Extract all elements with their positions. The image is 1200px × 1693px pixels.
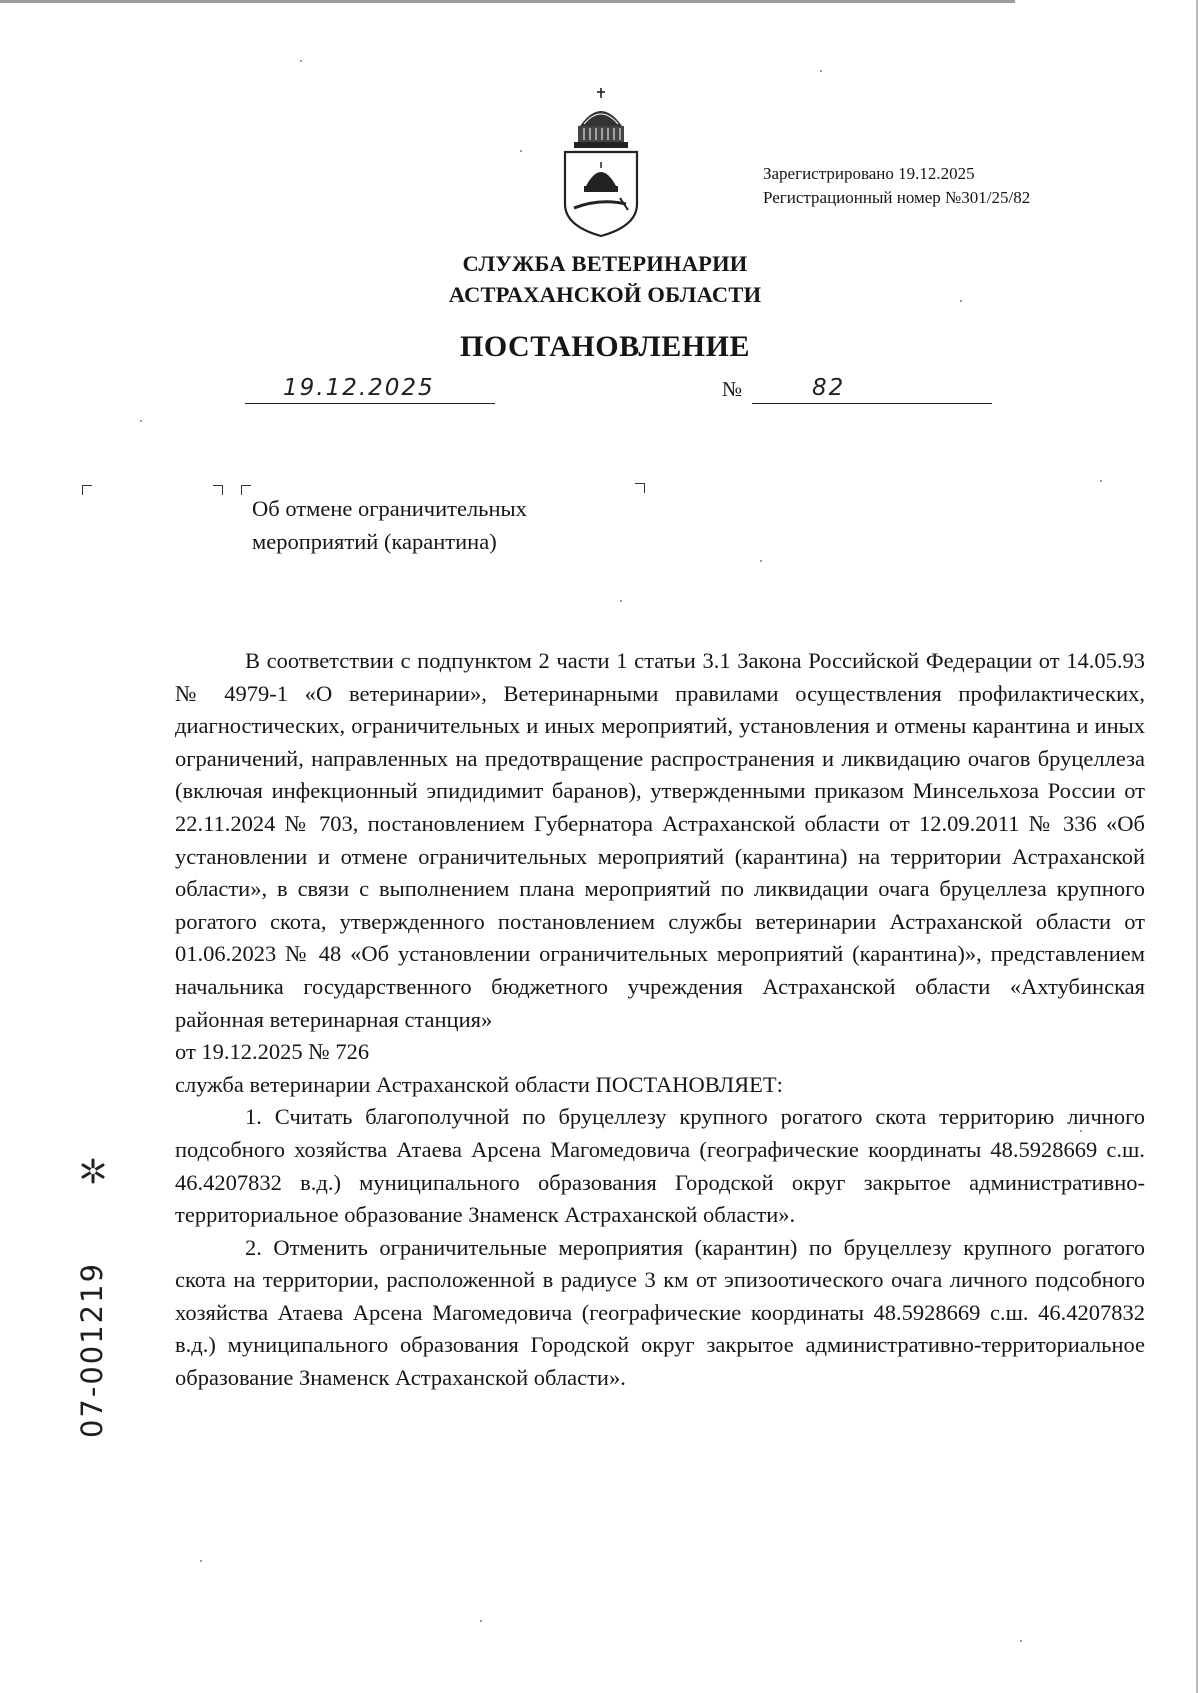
registration-note bbox=[763, 162, 1030, 210]
asterisk-mark-icon bbox=[80, 1158, 106, 1184]
document-type: ПОСТАНОВЛЕНИЕ bbox=[460, 330, 750, 363]
coat-of-arms-icon bbox=[560, 86, 642, 238]
corner-mark bbox=[241, 485, 251, 495]
margin-stamp-number: 07-001219 bbox=[75, 1261, 109, 1439]
corner-mark bbox=[82, 485, 92, 495]
subject-line-2: мероприятий (карантина) bbox=[252, 529, 497, 554]
registration-number: Регистрационный номер №301/25/82 bbox=[763, 188, 1031, 207]
scan-speck bbox=[1100, 480, 1102, 482]
resolves-line: служба ветеринарии Астраханской области ПОСТАНОВЛЯЕТ: bbox=[175, 1071, 783, 1097]
corner-mark bbox=[213, 485, 223, 495]
scan-speck bbox=[820, 70, 822, 72]
scan-top-edge bbox=[0, 0, 1015, 3]
number-field bbox=[752, 375, 992, 404]
preamble-end: от 19.12.2025 № 726 bbox=[175, 1039, 370, 1065]
scan-speck bbox=[140, 420, 142, 422]
subject-line-1: Об отмене ограничительных bbox=[252, 496, 527, 521]
organization-line-2: АСТРАХАНСКОЙ ОБЛАСТИ bbox=[448, 282, 762, 307]
date-field bbox=[245, 375, 495, 404]
registration-date: Зарегистрировано 19.12.2025 bbox=[763, 164, 975, 183]
scan-speck bbox=[480, 1620, 482, 1622]
scan-right-edge bbox=[1196, 0, 1198, 1693]
margin-stamp bbox=[72, 1250, 112, 1450]
document-body bbox=[175, 645, 1145, 1395]
scan-speck bbox=[620, 600, 622, 602]
number-label: № bbox=[722, 377, 743, 401]
document-subject bbox=[252, 492, 527, 558]
handwritten-number: 82 bbox=[812, 375, 846, 401]
scan-speck bbox=[960, 300, 962, 302]
scan-speck bbox=[200, 1560, 202, 1562]
scan-speck bbox=[520, 150, 522, 152]
scan-speck bbox=[1020, 1640, 1022, 1642]
scan-speck bbox=[1080, 1130, 1082, 1132]
scan-speck bbox=[760, 560, 762, 562]
handwritten-date: 19.12.2025 bbox=[283, 375, 435, 401]
preamble-paragraph: В соответствии с подпунктом 2 части 1 статьи 3.1 Закона Российской Федерации от 14.05.93 № 4979-1 «О ветеринарии», Ветеринарными правилами осуществления профилактических, диагностических, ограничительных и иных мероприятий, установления и отмены карантина и иных ограничений, направленных на предотвращение распространения и ликвидацию очагов бруцеллеза (включая инфекционный эпидидимит баранов), утвержденными приказом Минсельхоза России от 22.11.2024 № 703, постановлением Губернатора Астраханской области от 12.09.2011 № 336 «Об установлении и отмене ограничительных мероприятий (карантина) на территории Астраханской области», в связи с выполнением плана мероприятий по ликвидации очага бруцеллеза крупного рогатого скота, утвержденного постановлением службы ветеринарии Астраханской области от 01.06.2023 № 48 «Об установлении ограничительных мероприятий (карантина)», представлением начальника государственного бюджетного учреждения Астраханской области «Ахтубинская районная ветеринарная станция» bbox=[175, 648, 1145, 1032]
corner-mark bbox=[635, 483, 645, 493]
scan-speck bbox=[300, 60, 302, 62]
organization-line-1: СЛУЖБА ВЕТЕРИНАРИИ bbox=[462, 251, 748, 276]
organization-name bbox=[380, 248, 830, 310]
item-1-paragraph: 1. Считать благополучной по бруцеллезу крупного рогатого скота территорию личного подсобного хозяйства Атаева Арсена Магомедовича (географические координаты 48.5928669 с.ш. 46.4207832 в.д.) муниципального образования Городской округ закрытое административно-территориальное образование Знаменск Астраханской области». bbox=[175, 1104, 1145, 1228]
item-2-paragraph: 2. Отменить ограничительные мероприятия (карантин) по бруцеллезу крупного рогатого скота на территории, расположенной в радиусе 3 км от эпизоотического очага личного подсобного хозяйства Атаева Арсена Магомедовича (географические координаты 48.5928669 с.ш. 46.4207832 в.д.) муниципального образования Городской округ закрытое административно-территориальное образование Знаменск Астраханской области». bbox=[175, 1234, 1145, 1391]
